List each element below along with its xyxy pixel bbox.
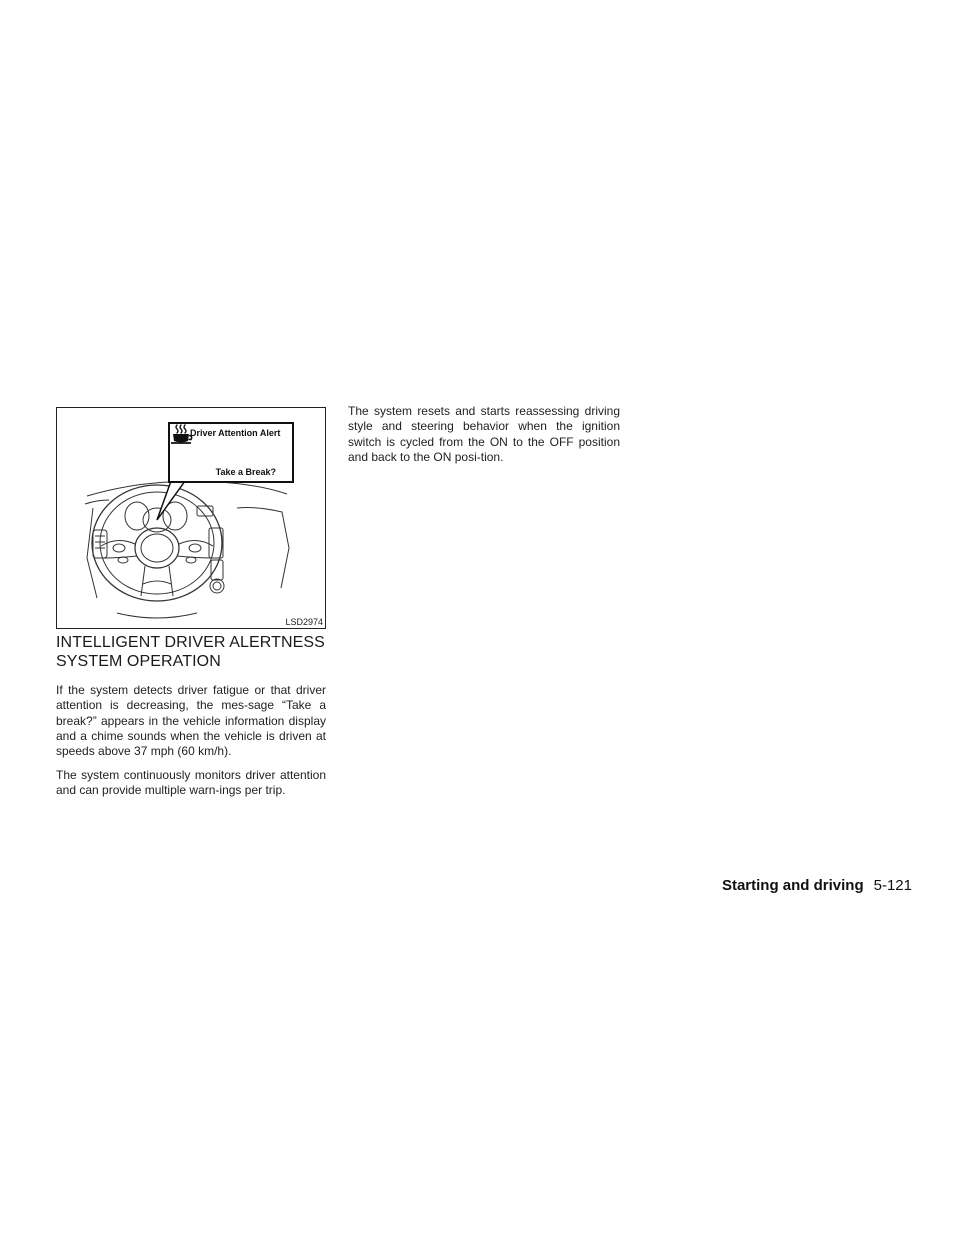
alert-title: Driver Attention Alert bbox=[190, 428, 281, 438]
page-footer bbox=[722, 877, 912, 894]
figure-code: LSD2974 bbox=[285, 617, 323, 627]
driver-attention-alert-display bbox=[168, 422, 294, 483]
footer-page-number: 5-121 bbox=[873, 877, 912, 894]
coffee-cup-icon bbox=[170, 424, 194, 446]
section-heading: INTELLIGENT DRIVER ALERTNESS SYSTEM OPERATION bbox=[56, 634, 325, 670]
paragraph-3: The system resets and starts reassessing driving style and steering behavior when the ignition switch is cycled from the ON to the OFF position and back to the ON posi-tion. bbox=[348, 404, 620, 464]
footer-section-name: Starting and driving bbox=[721, 877, 864, 894]
paragraph-1: If the system detects driver fatigue or that driver attention is decreasing, the mes-sage “Take a break?” appears in the vehicle information display and a chime sounds when the vehicle is driven at speeds above 37 mph (60 km/h). bbox=[56, 683, 326, 759]
paragraph-2: The system continuously monitors driver attention and can provide multiple warn-ings per trip. bbox=[56, 768, 326, 798]
steering-wheel-illustration bbox=[56, 407, 326, 629]
alert-message: Take a Break? bbox=[215, 467, 276, 477]
